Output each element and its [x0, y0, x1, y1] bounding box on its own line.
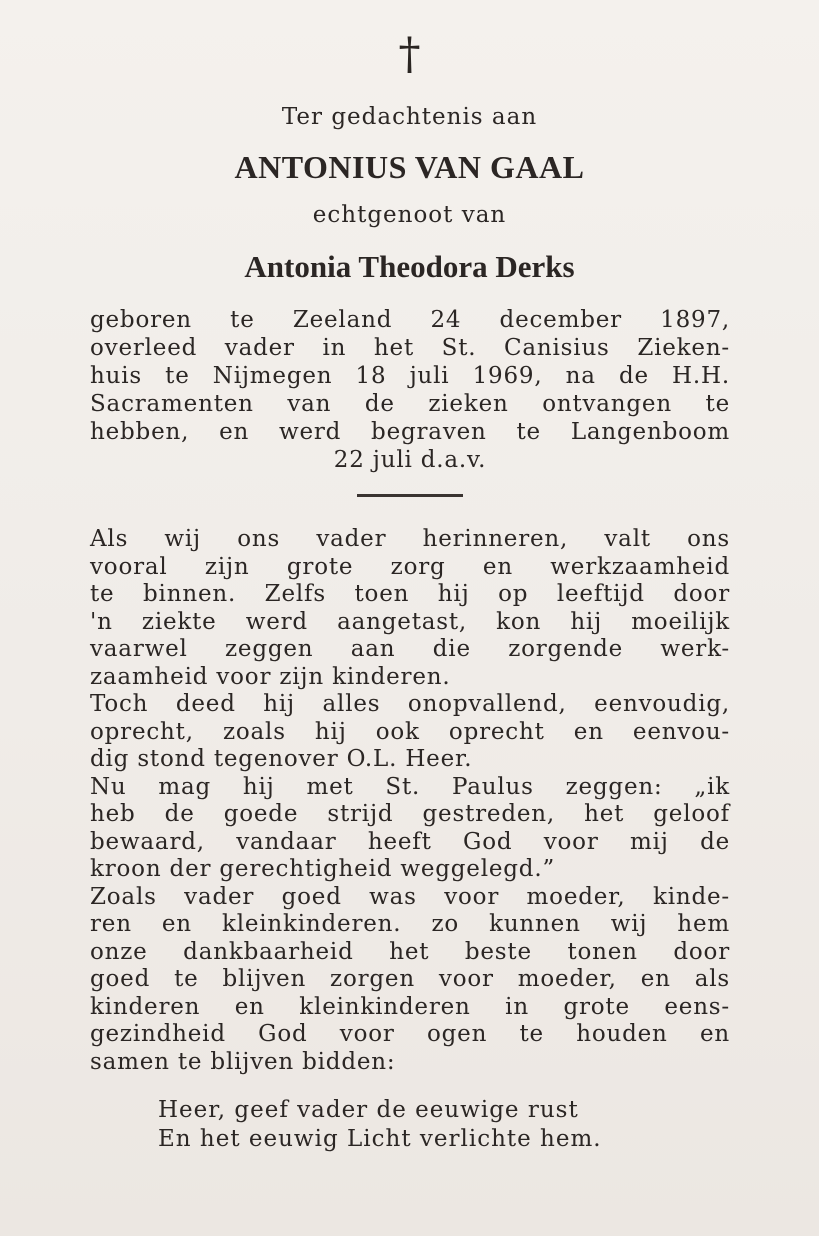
text-line: gezindheid God voor ogen te houden en: [90, 1021, 730, 1047]
text-line: 'n ziekte werd aangetast, kon hij moeilijk: [90, 608, 730, 635]
text-line: vaarwel zeggen aan die zorgende werk-: [90, 636, 730, 662]
prayer: [158, 1096, 718, 1154]
text-line: onze dankbaarheid het beste tonen door: [90, 938, 730, 965]
biography: [90, 306, 730, 474]
bio-line: 22 juli d.a.v.: [333, 447, 487, 473]
text-line: bewaard, vandaar heeft God voor mij de: [90, 828, 730, 855]
text-line: kinderen en kleinkinderen in grote eens-: [90, 993, 730, 1020]
spouse-intro: echtgenoot van: [312, 202, 507, 228]
text-line: dig stond tegenover O.L. Heer.: [90, 746, 473, 772]
bio-line: huis te Nijmegen 18 juli 1969, na de H.H.: [90, 363, 730, 389]
text-line: te binnen. Zelfs toen hij op leeftijd door: [90, 581, 730, 607]
text-line: kroon der gerechtigheid weggelegd.”: [90, 856, 555, 882]
text-line: ren en kleinkinderen. zo kunnen wij hem: [90, 911, 730, 937]
cross-icon: †: [398, 29, 421, 80]
memorial-intro: Ter gedachtenis aan: [281, 104, 538, 130]
spouse-name: Antonia Theodora Derks: [244, 249, 575, 284]
bio-line: hebben, en werd begraven te Langenboom: [90, 419, 730, 445]
memorial-text: [90, 526, 730, 1076]
text-line: oprecht, zoals hij ook oprecht en eenvou-: [90, 718, 730, 745]
text-line: Nu mag hij met St. Paulus zeggen: „ik: [90, 773, 730, 800]
bio-line: Sacramenten van de zieken ontvangen te: [90, 391, 730, 417]
text-line: goed te blijven zorgen voor moeder, en als: [90, 966, 730, 992]
divider: [357, 494, 463, 497]
text-line: zaamheid voor zijn kinderen.: [90, 663, 451, 690]
text-line: heb de goede strijd gestreden, het geloof: [90, 801, 730, 827]
text-line: Zoals vader goed was voor moeder, kinde-: [90, 883, 730, 910]
prayer-line: Heer, geef vader de eeuwige rust: [158, 1097, 579, 1123]
bio-line: overleed vader in het St. Canisius Zieken-: [90, 335, 730, 361]
text-line: Als wij ons vader herinneren, valt ons: [90, 526, 730, 552]
text-line: samen te blijven bidden:: [90, 1048, 396, 1075]
prayer-line: En het eeuwig Licht verlichte hem.: [158, 1126, 602, 1152]
text-line: vooral zijn grote zorg en werkzaamheid: [90, 553, 730, 580]
bio-line: geboren te Zeeland 24 december 1897,: [90, 307, 730, 333]
text-line: Toch deed hij alles onopvallend, eenvoudig,: [90, 691, 730, 717]
deceased-name: ANTONIUS VAN GAAL: [234, 149, 585, 185]
